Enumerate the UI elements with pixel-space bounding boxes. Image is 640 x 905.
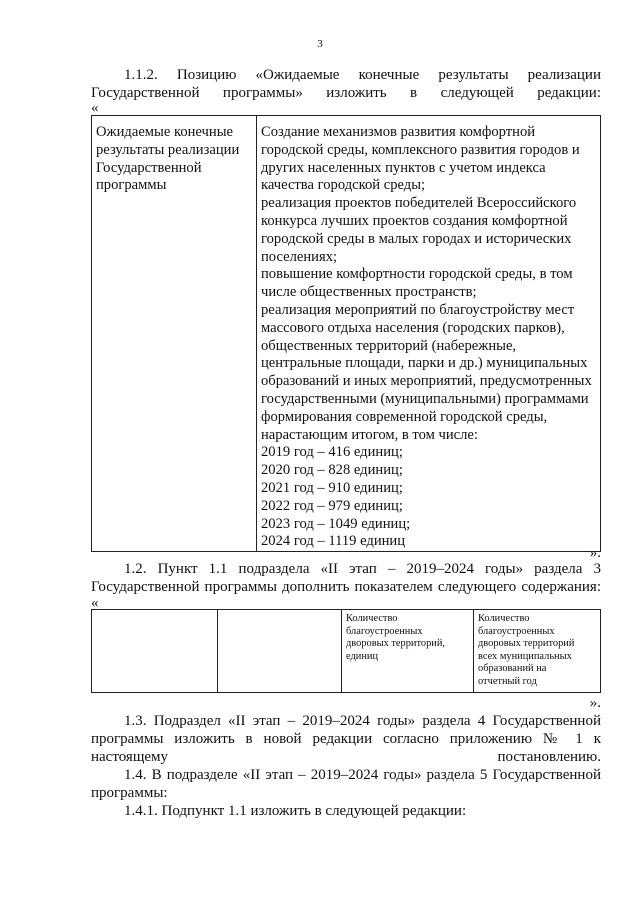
value-line: общественных территорий (набережные, bbox=[261, 337, 517, 354]
paragraph-1-2: 1.2. Пункт 1.1 подраздела «II этап – 2019–2024 годы» раздела 3 Государственной программы дополнить показателем следующего содержания: bbox=[91, 561, 601, 595]
value-line: реализация мероприятий по благоустройству мест bbox=[261, 301, 575, 318]
indicator-desc-line: образований на bbox=[478, 663, 547, 675]
indicator-cell-empty-1 bbox=[92, 610, 218, 693]
results-table-label-cell bbox=[92, 116, 257, 552]
page-number: 3 bbox=[317, 38, 323, 50]
label-line: Государственной bbox=[96, 159, 202, 176]
quote-open-2: « bbox=[91, 595, 99, 611]
label-line: результаты реализации bbox=[96, 141, 240, 158]
value-line: 2021 год – 910 единиц; bbox=[261, 479, 403, 496]
value-line: качества городской среды; bbox=[261, 177, 426, 194]
paragraph-1-4: 1.4. В подразделе «II этап – 2019–2024 годы» раздела 5 Государственной программы: bbox=[91, 767, 601, 801]
value-line: массового отдыха населения (городских парков), bbox=[261, 319, 565, 336]
value-line: 2023 год – 1049 единиц; bbox=[261, 515, 411, 532]
value-line: государственными (муниципальными) программами bbox=[261, 390, 589, 407]
indicator-desc-line: отчетный год bbox=[478, 675, 537, 687]
results-table-value-cell bbox=[257, 116, 601, 552]
value-line: 2020 год – 828 единиц; bbox=[261, 462, 403, 479]
value-line: центральные площади, парки и др.) муниципальных bbox=[261, 355, 588, 372]
indicator-name-line: Количество bbox=[346, 613, 398, 624]
indicator-name-line: благоустроенных bbox=[346, 625, 423, 637]
label-line: программы bbox=[96, 177, 167, 194]
value-line: городской среды, комплексного развития городов и bbox=[261, 141, 580, 158]
indicator-desc-line: всех муниципальных bbox=[478, 650, 572, 662]
label-line: Ожидаемые конечные bbox=[96, 124, 233, 140]
value-line: 2022 год – 979 единиц; bbox=[261, 497, 403, 514]
paragraph-1-1-2: 1.1.2. Позицию «Ожидаемые конечные результаты реализации Государственной программы» изложить в следующей редакции: bbox=[91, 67, 601, 101]
results-table bbox=[91, 115, 601, 552]
value-line: числе общественных пространств; bbox=[261, 284, 477, 301]
value-line: 2024 год – 1119 единиц bbox=[261, 533, 406, 550]
indicator-name-line: дворовых территорий, bbox=[346, 638, 446, 650]
indicator-desc-line: дворовых территорий bbox=[478, 638, 575, 650]
quote-open-1: « bbox=[91, 100, 99, 116]
value-line: формирования современной городской среды, bbox=[261, 408, 548, 425]
indicator-name-line: единиц bbox=[346, 650, 379, 662]
value-line: реализация проектов победителей Всероссийского bbox=[261, 195, 577, 212]
indicator-cell-empty-2 bbox=[218, 610, 342, 693]
value-line: 2019 год – 416 единиц; bbox=[261, 444, 403, 461]
paragraph-1-4-1: 1.4.1. Подпункт 1.1 изложить в следующей редакции: bbox=[124, 803, 467, 819]
indicator-cell-description bbox=[474, 610, 601, 693]
indicator-desc-line: благоустроенных bbox=[478, 625, 555, 637]
value-line: повышение комфортности городской среды, в том bbox=[261, 266, 573, 283]
paragraph-1-3: 1.3. Подраздел «II этап – 2019–2024 годы» раздела 4 Государственной программы изложить в новой редакции согласно приложению № 1 к настоящему постановлению. bbox=[91, 713, 601, 765]
value-line: Создание механизмов развития комфортной bbox=[261, 124, 536, 140]
value-line: городской среды в малых городах и исторических bbox=[261, 230, 572, 247]
value-line: образований и иных мероприятий, предусмотренных bbox=[261, 373, 592, 390]
quote-close-1: ». bbox=[589, 545, 601, 561]
indicator-cell-name bbox=[342, 610, 474, 693]
value-line: конкурса лучших проектов создания комфортной bbox=[261, 212, 568, 229]
value-line: поселениях; bbox=[261, 248, 338, 265]
value-line: других населенных пунктов с учетом индекса bbox=[261, 159, 546, 176]
quote-close-2: ». bbox=[589, 695, 601, 711]
value-line: нарастающим итогом, в том числе: bbox=[261, 426, 478, 443]
indicator-table bbox=[91, 609, 601, 693]
indicator-desc-line: Количество bbox=[478, 613, 530, 624]
